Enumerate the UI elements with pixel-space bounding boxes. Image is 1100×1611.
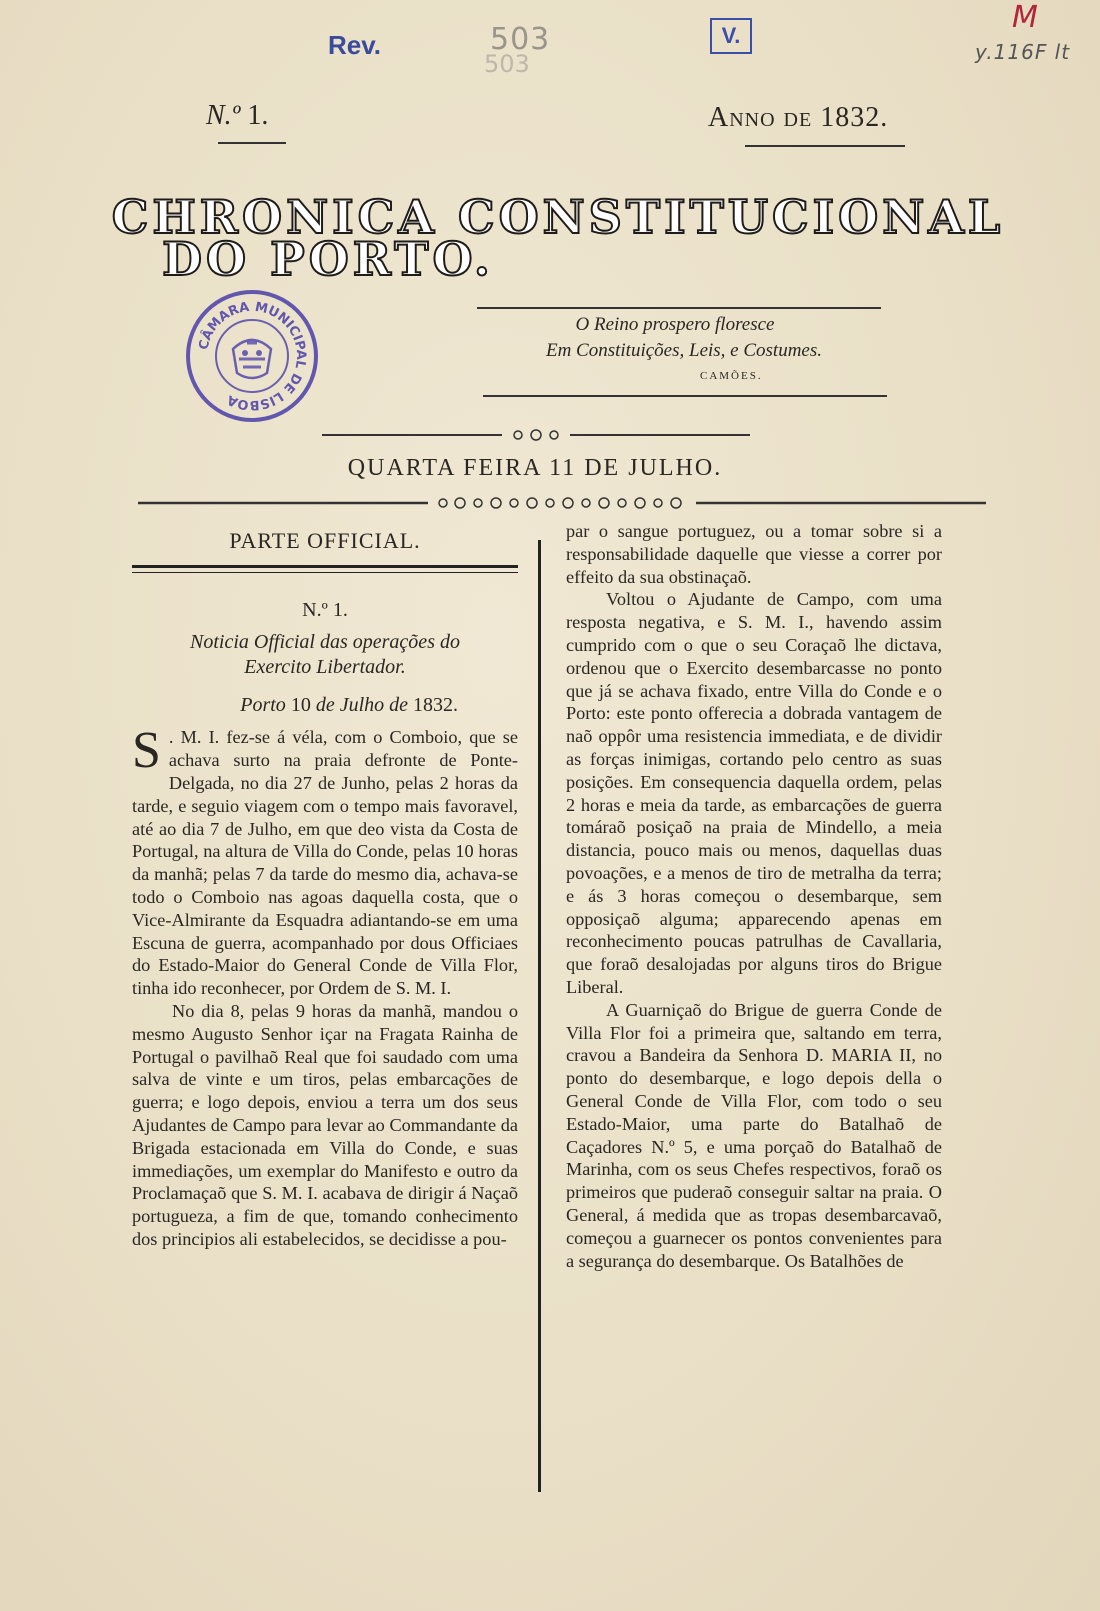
epigraph-bottom-rule [483,395,887,397]
epigraph-top-rule [477,307,881,309]
newspaper-title: CHRONICA CONSTITUCIONAL [111,190,1005,244]
shelf-number-old: 503 [484,50,530,78]
call-number: y.116F lt [975,40,1071,64]
issue-date: QUARTA FEIRA 11 DE JULHO. [347,455,723,481]
paragraph: No dia 8, pelas 9 horas da manhã, mandou o mesmo Augusto Senhor içar na Fragata Rainha de Portugal o pavilhaõ Real que foi saudado com uma salva de vinte e um tiros, pelas embarcações de guerra; e logo depois, enviou a terra um dos seus Ajudantes de Campo para levar ao Commandante da Brigada estacionada em Villa do Conde, e suas immediações, um exemplar do Manifesto e outro da Proclamaçaõ que S. M. I. acabava de dirigir á Naçaõ portugueza, a fim de que, tomando conhecimento dos principios ali estabelecidos, se decidisse a pou- [132,1000,518,1249]
paragraph: Voltou o Ajudante de Campo, com uma resposta negativa, e S. M. I., havendo assim cumprido com o que o seu Coraçaõ lhe dictava, ordenou que o Exercito desembarcasse no ponto que já se achava fixado, entre Villa do Conde e o Porto: este ponto offerecia a dobrada vantagem de naõ oppôr uma resistencia immediata, e de dividir as forças inimigas, cortando pelo centro as suas posições. Em consequencia daquella ordem, pelas 2 horas e meia da tarde, as embarcações de guerra tomáraõ posiçaõ na praia de Mindello, a meia distancia, pouco mais ou menos, daquellas duas povoações, e a menos de tiro de metralha da terra; e ás 3 horas começou o desembarque, sem opposiçaõ alguma; apparecendo apenas em reconhecimento poucas patrulhas de Cavallaria, que foraõ desalojadas por alguns tiros do Brigue Liberal. [566,589,942,997]
bulletin-title: Noticia Official das operações do Exercito Libertador. [190,630,460,678]
revision-mark: Rev. [328,30,381,60]
section-rule [132,565,518,573]
newspaper-title-line2: DO PORTO. [162,232,494,286]
shelf-number: 503 [490,22,551,57]
ornament-divider-icon [138,495,986,511]
article-column-right [566,521,942,1272]
bulletin-number: N.º 1. [302,598,348,621]
number-underline [218,142,286,144]
volume-box-mark: V. [710,18,752,54]
issue-number: N.º 1. [206,100,269,131]
paragraph: A Guarniçaõ do Brigue de guerra Conde de Villa Flor foi a primeira que, saltando em terra, cravou a Bandeira da Senhora D. MARIA II, no ponto do desembarque, e logo depois della o General Conde de Villa Flor, com todo o seu Estado-Maior, uma parte do Batalhaõ de Caçadores N.º 5, e uma porçaõ do Batalhaõ de Marinha, com os seus Chefes respectivos, foraõ os primeiros que puderaõ conseguir saltar na praia. O General, á medida que as tropas desembarcavaõ, começou a guarnecer os pontos convenientes para a segurança do desembarque. Os Batalhões de [566,999,942,1271]
ornament-rule-icon [322,428,750,442]
dateline: Porto 10 de Julho de 1832. [240,693,458,716]
column-divider [538,540,541,1492]
initial-mark: M [1012,0,1038,35]
epigraph [475,312,875,364]
epigraph-line-2: Em Constituições, Leis, e Costumes. [545,340,823,361]
library-stamp-icon [183,287,321,425]
epigraph-author: CAMÕES. [700,370,763,382]
article-column-left [132,528,518,1251]
section-title: PARTE OFFICIAL. [229,528,421,553]
epigraph-line-1: O Reino prospero floresce [575,314,775,335]
year-underline [745,145,905,147]
paragraph: par o sangue portuguez, ou a tomar sobre si a responsabilidade daquelle que viesse a correr por effeito da sua obstinaçaõ. [566,521,942,587]
drop-cap: S [132,722,161,780]
svg-text:CÂMARA MUNICIPAL DE LISBOA: CÂMARA MUNICIPAL DE LISBOA [196,299,309,413]
issue-year: Anno de 1832. [708,102,889,133]
paragraph: S . M. I. fez-se á véla, com o Comboio, que se achava surto na praia defronte de Ponte-Delgada, no dia 27 de Junho, pelas 2 horas da tarde, e seguio viagem com o tempo mais favoravel, até ao dia 7 de Julho, em que deo vista da Costa de Portugal, na altura de Villa do Conde, pelas 10 horas da manhã; pelas 7 da tarde do mesmo dia, achava-se todo o Comboio nas agoas daquella costa, que o Vice-Almirante da Esquadra adiantando-se em uma Escuna de guerra, acompanhado por dous Officiaes do Estado-Maior do General Conde de Villa Flor, tinha ido reconhecer, por Ordem de S. M. I. [132,722,518,999]
